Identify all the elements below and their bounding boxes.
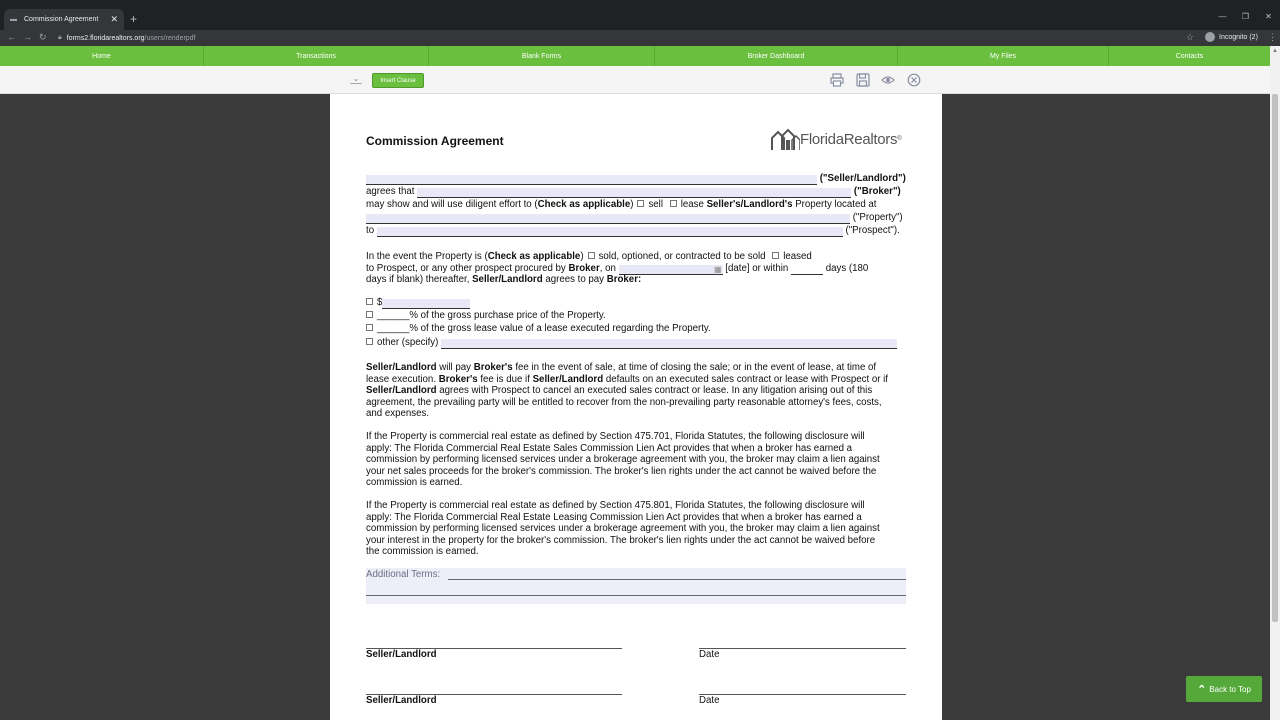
fee-option-lease	[366, 323, 906, 335]
scroll-up-icon[interactable]: ▲	[1272, 48, 1278, 54]
lock-icon: 🔒︎	[58, 34, 62, 41]
url-path: /users/renderpdf	[144, 34, 196, 42]
forward-arrow-icon[interactable]: →	[23, 32, 32, 42]
p1-seller-3: Seller/Landlord	[366, 385, 437, 396]
p1-text-a: will pay	[439, 362, 471, 373]
lease-checkbox[interactable]	[670, 200, 677, 207]
sell-checkbox[interactable]	[637, 200, 644, 207]
date-line-2	[699, 694, 906, 695]
fee-option-other	[366, 337, 906, 349]
lease-percent-text: ______% of the gross lease value of a lease executed regarding the Property.	[377, 323, 711, 334]
procured-line	[366, 263, 906, 275]
additional-terms-field[interactable]	[366, 568, 906, 604]
nav-item-label: My Files	[989, 52, 1017, 60]
p2-line-3: commission by performing licensed services under a brokerage agreement with you, the broker may claim a lien against	[366, 454, 880, 465]
restore-icon[interactable]: ❐	[1241, 12, 1250, 21]
leasing-lien-disclosure-paragraph	[366, 500, 906, 558]
property-line	[366, 212, 906, 224]
p1-text-b: fee in the event of sale, at time of closing the sale; or in the event of lease, at time of	[515, 362, 877, 373]
check-applicable-text: Check as applicable	[537, 199, 631, 210]
back-to-top-button[interactable]	[1186, 676, 1262, 702]
prospect-tag: ("Prospect").	[845, 225, 900, 236]
chevron-up-icon: ⌃	[1197, 683, 1207, 696]
p3-line-4: your interest in the property for the broker's commission. The broker's lien rights under the act cannot be waived before	[366, 534, 876, 546]
p1-brokers: Broker's	[473, 362, 513, 373]
additional-terms-label: Additional Terms:	[366, 569, 441, 580]
nav-item-label: Blank Forms	[521, 52, 562, 60]
broker-colon-text: Broker:	[606, 274, 642, 285]
seller-tag: ("Seller/Landlord")	[819, 173, 906, 184]
form-toolbar	[0, 66, 1270, 94]
incognito-profile-button[interactable]	[1205, 32, 1258, 42]
sold-checkbox[interactable]	[588, 252, 595, 259]
page-scrollbar[interactable]	[1270, 46, 1280, 720]
p1-text-f: agrees with Prospect to cancel an executed sales contract or lease. In any litigation arising out of this	[439, 385, 873, 396]
leased-text: leased	[783, 251, 812, 262]
date-label-1: Date	[699, 649, 720, 660]
p2-line-5: commission is earned.	[366, 477, 463, 488]
p2-line-4: your net sales proceeds for the broker's commission. The broker's lien rights under the act cannot be waived before the	[366, 465, 877, 477]
minimize-icon[interactable]: —	[1218, 12, 1227, 21]
back-arrow-icon[interactable]: ←	[7, 32, 16, 42]
close-window-icon[interactable]: ✕	[1265, 12, 1272, 21]
logo-text-florida: Florida	[800, 131, 844, 149]
check-applicable-text-2: Check as applicable	[487, 251, 581, 262]
days-180-text: days (180	[825, 263, 869, 274]
to-text: to	[366, 225, 375, 236]
date-field[interactable]	[619, 265, 723, 275]
purchase-percent-checkbox[interactable]	[366, 311, 373, 318]
main-nav	[0, 46, 1280, 66]
browser-tab-bar	[0, 0, 1280, 30]
p1-text-h: and expenses.	[366, 408, 430, 419]
event-pre-text: In the event the Property is (	[366, 251, 488, 262]
additional-terms-line-1	[448, 579, 906, 580]
p1-text-e: defaults on an executed sales contract or lease with Prospect or if	[605, 373, 888, 385]
lease-text: lease	[680, 199, 704, 210]
bookmark-star-icon[interactable]: ☆	[1186, 32, 1195, 42]
p3-line-1: If the Property is commercial real estate as defined by Section 475.801, Florida Statutes, the following disclosure will	[366, 500, 865, 511]
browser-toolbar	[0, 30, 1280, 46]
nav-item-home[interactable]	[0, 46, 204, 66]
agrees-pay-text: agrees to pay	[545, 274, 605, 285]
tab-title: Commission Agreement	[24, 16, 99, 23]
p2-line-2: apply: The Florida Commercial Real Estate Sales Commission Lien Act provides that when a broker has earned a	[366, 442, 853, 454]
nav-item-label: Contacts	[1175, 52, 1204, 60]
houses-logo-icon	[770, 128, 800, 152]
date-within-text: [date] or within	[725, 263, 789, 274]
nav-item-label: Home	[92, 52, 111, 60]
other-checkbox[interactable]	[366, 338, 373, 345]
p1-brokers-2: Broker's	[438, 373, 478, 385]
located-at-text: Property located at	[795, 199, 877, 210]
p3-line-3: commission by performing licensed services under a brokerage agreement with you, the broker may claim a lien against	[366, 523, 880, 534]
incognito-icon	[1205, 32, 1215, 42]
thereafter-line	[366, 274, 906, 286]
property-tag: ("Property")	[852, 212, 903, 223]
broker-line	[366, 186, 906, 198]
back-to-top-label: Back to Top	[1209, 684, 1251, 694]
nav-item-broker-dashboard[interactable]	[655, 46, 898, 66]
p1-text-g: agreement, the prevailing party will be entitled to recover from the non-prevailing party reasonable attorney's fees, costs,	[366, 396, 882, 408]
p2-line-1: If the Property is commercial real estate as defined by Section 475.701, Florida Statutes, the following disclosure will	[366, 431, 865, 442]
other-specify-field[interactable]	[441, 339, 897, 349]
logo-registered-mark: ®	[897, 136, 902, 143]
property-field[interactable]	[366, 214, 850, 224]
p1-text-c: lease execution.	[366, 373, 437, 385]
event-options-text: sold, optioned, or contracted to be sold	[598, 251, 766, 262]
close-tab-icon[interactable]: ✕	[110, 14, 118, 24]
p1-seller: Seller/Landlord	[366, 362, 437, 373]
days-blank-text: days if blank) thereafter,	[366, 274, 470, 285]
additional-terms-line-2	[366, 595, 906, 596]
days-field[interactable]	[791, 265, 823, 275]
p1-text-d: fee is due if	[480, 373, 530, 385]
event-line: In the event the Property is (Check as applicable) sold, optioned, or contracted to be sold leased	[366, 251, 812, 262]
leased-checkbox[interactable]	[772, 252, 779, 259]
nav-item-transactions[interactable]	[204, 46, 429, 66]
logo-text-realtors: Realtors	[843, 131, 898, 149]
dollar-checkbox[interactable]	[366, 298, 373, 305]
date-label-2: Date	[699, 695, 720, 706]
browser-tab[interactable]	[4, 9, 124, 30]
lease-percent-checkbox[interactable]	[366, 324, 373, 331]
window-controls	[1211, 12, 1280, 21]
p1-seller-2: Seller/Landlord	[532, 373, 604, 385]
new-tab-icon[interactable]: +	[130, 12, 138, 26]
nav-item-contacts[interactable]	[1109, 46, 1270, 66]
may-show-line: may show and will use diligent effort to (Check as applicable) sell lease Seller's/Landlord's Property located at	[366, 199, 877, 210]
scroll-thumb[interactable]	[1272, 94, 1278, 622]
agrees-that-text: agrees that	[366, 186, 415, 197]
reload-icon[interactable]: ↻	[39, 32, 47, 42]
nav-item-my-files[interactable]	[898, 46, 1109, 66]
p3-line-5: the commission is earned.	[366, 546, 479, 557]
address-bar[interactable]	[58, 31, 1198, 45]
date-line-1	[699, 648, 906, 649]
save-icon[interactable]	[856, 73, 870, 87]
signature-label-2: Seller/Landlord	[366, 695, 437, 706]
dollar-amount-field[interactable]	[382, 299, 470, 309]
prospect-line	[366, 225, 906, 237]
print-icon[interactable]	[830, 73, 844, 87]
nav-item-label: Broker Dashboard	[747, 52, 805, 60]
fee-option-dollar	[366, 297, 906, 309]
sell-text: sell	[648, 199, 663, 210]
to-prospect-text: to Prospect, or any other prospect procured by	[366, 263, 566, 274]
dollar-sign: $	[377, 297, 383, 308]
purchase-percent-text: ______% of the gross purchase price of the Property.	[377, 310, 606, 321]
on-text: , on	[599, 263, 616, 274]
sellers-landlords-text: Seller's/Landlord's	[706, 199, 793, 210]
seller-field[interactable]	[366, 175, 817, 185]
document-page	[330, 94, 942, 720]
seller-line	[366, 173, 906, 185]
payment-terms-paragraph	[366, 362, 906, 420]
broker-tag: ("Broker")	[853, 186, 901, 197]
nav-item-label: Transactions	[296, 52, 336, 60]
preview-eye-icon[interactable]	[881, 73, 895, 87]
close-form-icon[interactable]	[907, 73, 921, 87]
calendar-icon[interactable]: ▦	[714, 264, 722, 274]
may-show-text: may show and will use diligent effort to (	[366, 199, 538, 210]
page-favicon-icon: ▬	[10, 16, 17, 23]
other-text: other (specify)	[377, 337, 439, 348]
seller-landlord-text: Seller/Landlord	[472, 274, 543, 285]
profile-label: Incognito (2)	[1219, 33, 1258, 41]
florida-realtors-logo	[770, 128, 902, 152]
prospect-field[interactable]	[377, 227, 843, 237]
url-host: forms2.floridarealtors.org	[66, 34, 145, 42]
insert-clause-button[interactable]: Insert Clause	[372, 73, 424, 88]
clause-dropdown[interactable]: ⌄	[350, 75, 362, 84]
document-title: Commission Agreement	[366, 134, 504, 148]
sales-lien-disclosure-paragraph	[366, 431, 906, 489]
signature-label-1: Seller/Landlord	[366, 649, 437, 660]
broker-text: Broker	[568, 263, 600, 274]
fee-option-purchase	[366, 310, 906, 322]
p3-line-2: apply: The Florida Commercial Real Estate Leasing Commission Lien Act provides that when a broker has earned a	[366, 511, 862, 523]
nav-item-blank-forms[interactable]	[429, 46, 655, 66]
broker-field[interactable]	[417, 188, 851, 198]
browser-menu-icon[interactable]: ⋮	[1268, 32, 1277, 42]
